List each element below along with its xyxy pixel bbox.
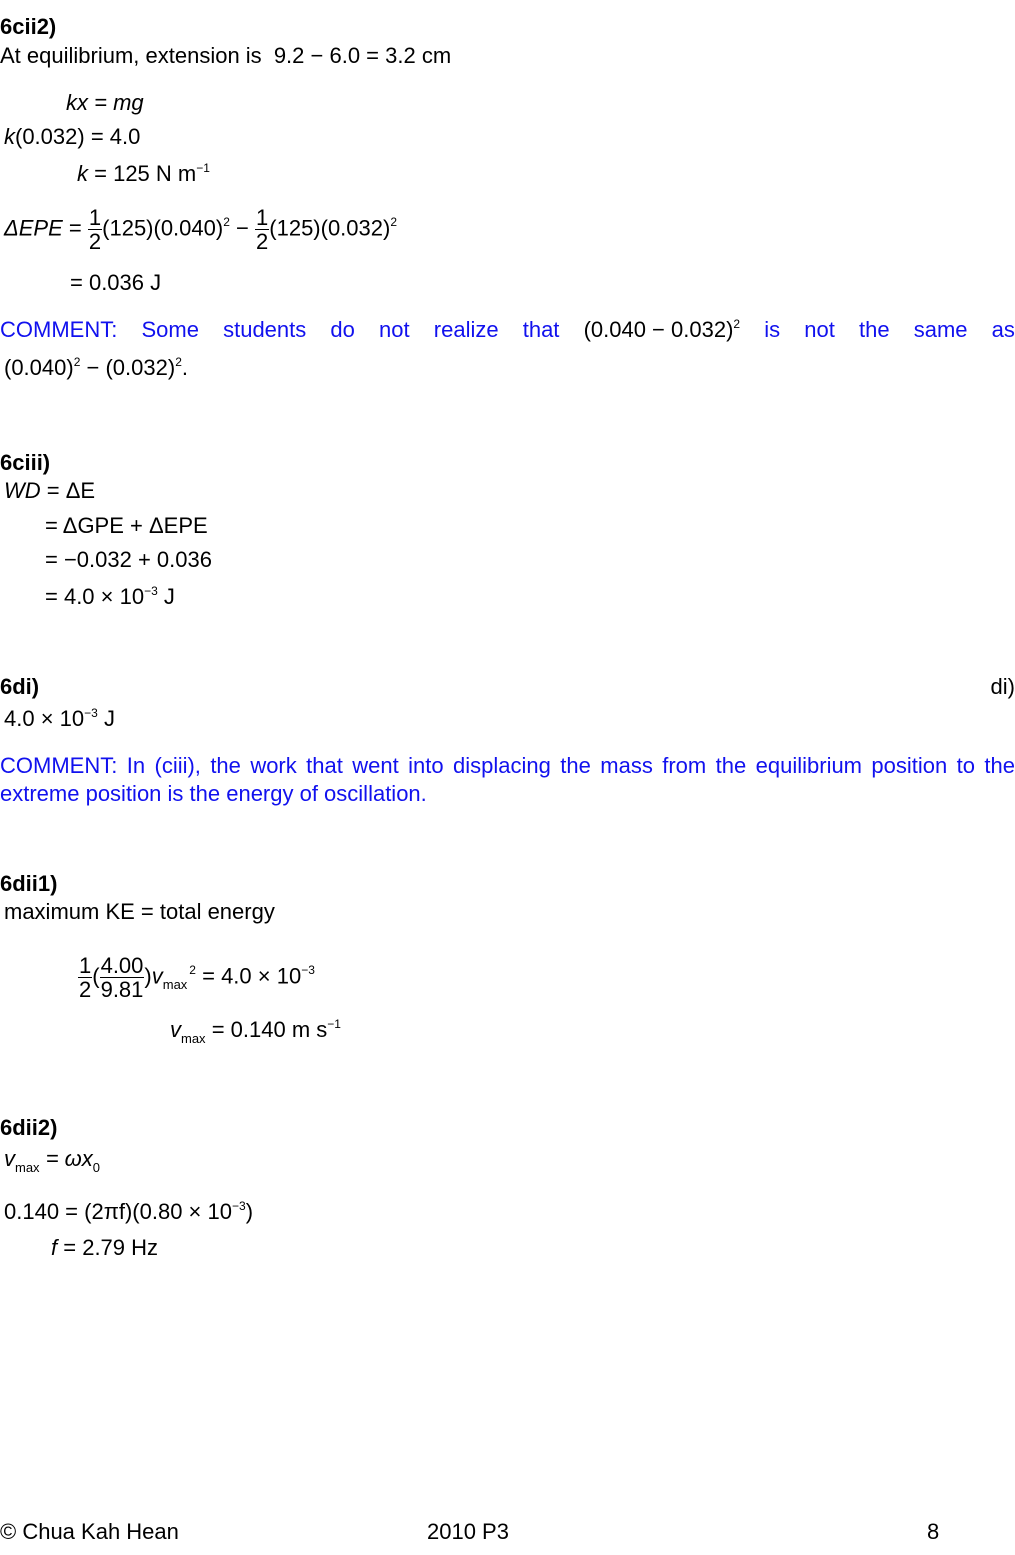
comment-2-line-1: COMMENT: In (ciii), the work that went into displacing the mass from the equilibrium position to the — [0, 753, 1015, 778]
equals-sign: = — [68, 215, 82, 241]
energy-value: $4.0 \times 10^{-3}$ J — [4, 706, 115, 731]
term-two: (125)(0.032) — [269, 215, 391, 241]
mass-fraction: $\frac{4.00}{9.81}$ — [100, 953, 144, 1003]
k-symbol: k — [77, 161, 88, 186]
delta-epe-result: = 0.036 J — [70, 270, 162, 295]
extension-expression: 9.2 − 6.0 = 3.2 cm — [273, 43, 452, 68]
comment-line-1: COMMENT: Some students do not realize that $(0.040 - 0.032)^2$ is not the same as — [0, 317, 1015, 342]
equation-energy-sum: = ΔGPE + ΔEPE — [45, 513, 208, 538]
energy-statement: maximum KE = total energy — [4, 899, 275, 924]
equation-kx-mg — [66, 92, 144, 114]
equation-frequency-result: f = 2.79 Hz — [51, 1235, 159, 1260]
equation-vmax-omega: $v_{max} = \omega x_0$ — [4, 1146, 101, 1175]
equation-substitution: = −0.032 + 0.036 — [45, 547, 212, 572]
statement-text: At equilibrium, extension is — [0, 43, 262, 68]
delta-epe-symbol: ΔEPE — [4, 215, 63, 241]
half-fraction: $\frac{1}{2}$ — [256, 205, 269, 255]
kx-term: kx — [66, 90, 88, 115]
equation-delta-epe: ΔEPE = $\frac{1}{2}$ $(125)(0.040)^2$ − $\frac{1}{2}$ $(125)(0.032)^2$ — [4, 205, 398, 255]
equation-vmax-result: $v_{max} = 0.140$ m $s^{-1}$ — [170, 1017, 341, 1046]
equation-ke: $\frac{1}{2}$ ( $\frac{4.00}{9.81}$ )$v_{max}^2 = 4.0 \times 10^{-3}$ — [79, 953, 315, 1003]
heading-6dii1: 6dii1) — [0, 871, 58, 896]
comment-2-line-2: extreme position is the energy of oscillation. — [0, 781, 427, 806]
k-substitution: (0.032) = 4.0 — [15, 124, 141, 149]
heading-6cii2: 6cii2) — [0, 14, 57, 39]
half-fraction: $\frac{1}{2}$ — [88, 205, 102, 255]
right-margin-label: di) — [990, 674, 1015, 699]
k-result: = 125 N m — [94, 161, 197, 186]
heading-6dii2: 6dii2) — [0, 1115, 58, 1140]
equation-frequency-sub: $0.140 = (2\pi f)(0.80 \times 10^{-3})$ — [4, 1199, 254, 1224]
footer-paper: 2010 P3 — [427, 1519, 509, 1544]
unit-exponent: −1 — [196, 161, 210, 175]
footer-author: © Chua Kah Hean — [0, 1519, 179, 1544]
half-fraction: $\frac{1}{2}$ — [79, 953, 92, 1003]
mg-term: = mg — [94, 90, 144, 115]
footer-page-number: 8 — [927, 1519, 940, 1544]
term-one: (125)(0.040) — [102, 215, 224, 241]
equation-k-value — [4, 126, 140, 148]
equation-wd: WD = ΔE — [4, 478, 96, 503]
equation-wd-result: = $4.0 \times 10^{-3}$ J — [45, 584, 175, 609]
comment-line-2: $(0.040)^2 - (0.032)^2$. — [4, 355, 188, 380]
heading-6ciii: 6ciii) — [0, 450, 51, 475]
heading-6di: 6di) — [0, 674, 40, 699]
minus-sign: − — [236, 215, 249, 241]
equation-k-result — [77, 163, 210, 185]
k-symbol: k — [4, 124, 15, 149]
comment-expression: $(0.040 - 0.032)^2$ — [583, 317, 741, 342]
equilibrium-statement — [0, 45, 451, 67]
